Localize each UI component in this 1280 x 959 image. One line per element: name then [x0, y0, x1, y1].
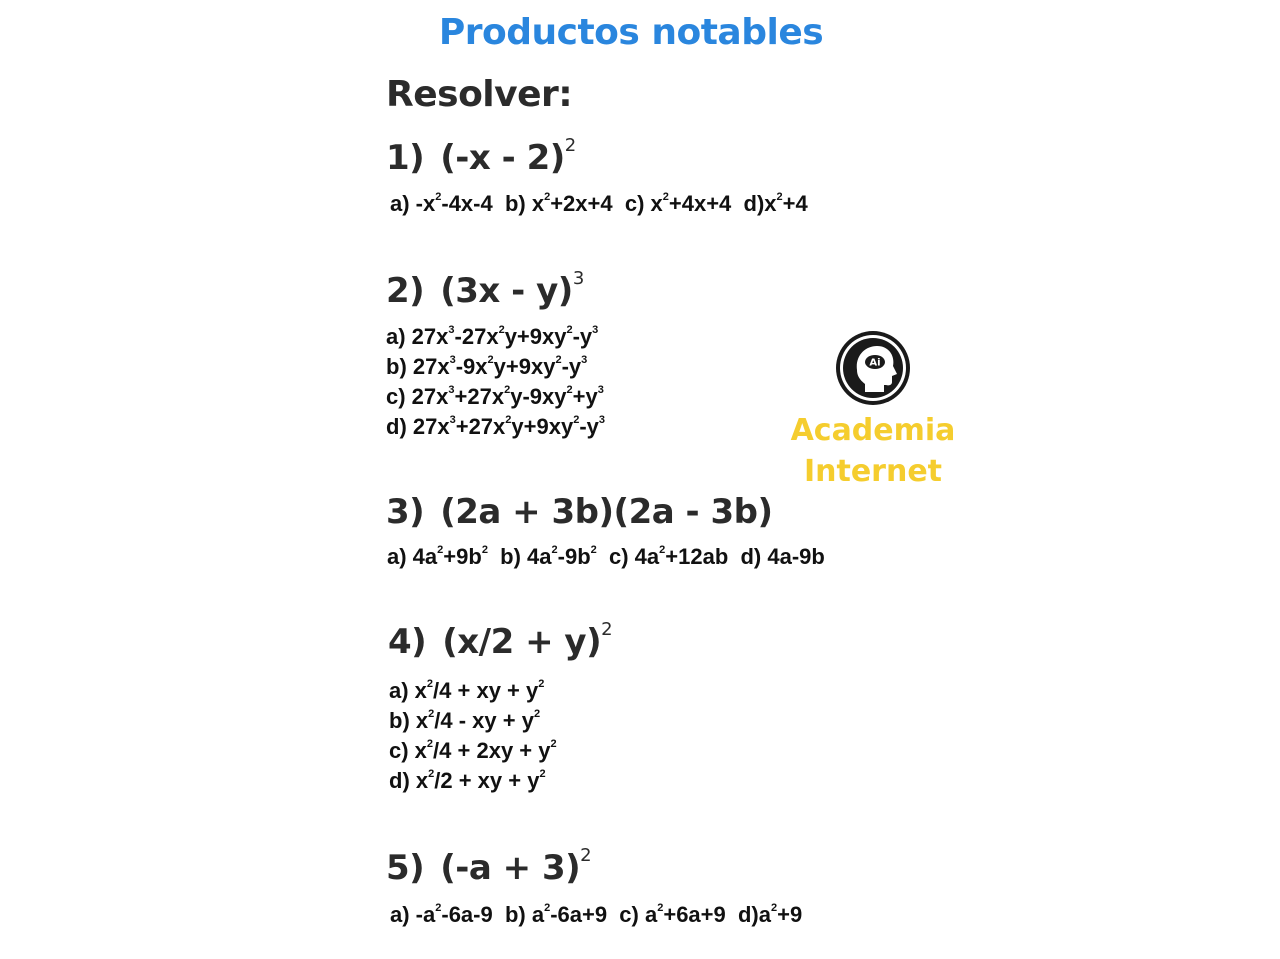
option-exponent: 2	[435, 901, 442, 914]
problem-exponent: 2	[580, 844, 592, 866]
problem-number: 5)	[386, 848, 425, 888]
logo-text	[790, 410, 956, 492]
option-exponent: 2	[590, 543, 597, 556]
option-text: a) x	[389, 678, 427, 703]
option-line	[387, 542, 825, 572]
option-text: +y	[572, 384, 598, 409]
option-exponent: 2	[662, 190, 669, 203]
option-exponent: 2	[487, 353, 494, 366]
option-line	[390, 189, 808, 219]
problem-expression: (-a + 3)	[440, 848, 581, 888]
problem-number: 1)	[386, 138, 425, 178]
page-title: Productos notables	[438, 12, 824, 53]
problem-expression: (-x - 2)	[440, 138, 565, 178]
option-line	[386, 352, 605, 382]
option-exponent: 3	[597, 383, 604, 396]
option-text: +6a+9 d)a	[663, 902, 771, 927]
option-text: y+9xy	[504, 324, 567, 349]
option-text: -y	[572, 324, 593, 349]
problem-exponent: 3	[572, 267, 584, 289]
problem-exponent: 2	[564, 134, 576, 156]
option-exponent: 2	[539, 767, 546, 780]
option-text: c) 4a	[596, 544, 660, 569]
option-text: -9x	[455, 354, 488, 379]
academia-internet-logo	[790, 330, 956, 490]
option-exponent: 2	[550, 737, 557, 750]
option-exponent: 2	[481, 543, 488, 556]
option-text: +9b	[443, 544, 482, 569]
option-text: a) 27x	[386, 324, 449, 349]
option-exponent: 2	[533, 707, 541, 720]
option-exponent: 2	[428, 767, 435, 780]
option-line	[386, 382, 605, 412]
option-text: a) 4a	[387, 544, 438, 569]
problem-expression: (x/2 + y)	[442, 622, 602, 662]
problem-number: 3)	[386, 492, 425, 532]
option-exponent: 2	[770, 901, 778, 914]
option-text: -27x	[454, 324, 499, 349]
option-line	[390, 900, 802, 930]
option-exponent: 2	[505, 413, 512, 426]
option-exponent: 2	[657, 901, 664, 914]
option-exponent: 2	[566, 383, 573, 396]
option-text: /4 - xy + y	[434, 708, 534, 733]
option-text: b) 27x	[386, 354, 450, 379]
option-exponent: 3	[448, 383, 455, 396]
option-line	[389, 766, 557, 796]
option-text: c) 27x	[386, 384, 449, 409]
problem-5-options	[390, 900, 802, 930]
option-exponent: 2	[426, 737, 434, 750]
option-exponent: 3	[449, 413, 456, 426]
option-exponent: 2	[566, 323, 573, 336]
option-text: +27x	[455, 414, 506, 439]
option-text: -6a+9 c) a	[550, 902, 658, 927]
option-text: /4 + xy + y	[433, 678, 539, 703]
option-text: y-9xy	[510, 384, 567, 409]
problem-1	[386, 134, 576, 178]
option-line	[386, 412, 605, 442]
logo-icon-text: Ai	[869, 357, 881, 369]
option-text: -9b	[557, 544, 591, 569]
option-exponent: 2	[504, 383, 511, 396]
option-exponent: 2	[544, 190, 551, 203]
option-text: +4x+4 d)x	[668, 191, 777, 216]
option-text: +2x+4 c) x	[550, 191, 663, 216]
option-text: +12ab d) 4a-9b	[665, 544, 825, 569]
option-line	[389, 676, 557, 706]
option-text: a) -a	[390, 902, 436, 927]
option-text: -4x-4 b) x	[441, 191, 545, 216]
option-text: c) x	[389, 738, 427, 763]
problem-number: 4)	[388, 622, 427, 662]
option-text: -y	[561, 354, 582, 379]
option-exponent: 2	[428, 707, 435, 720]
option-line	[389, 736, 557, 766]
problem-1-options	[390, 189, 808, 219]
option-exponent: 3	[449, 353, 456, 366]
option-text: y+9xy	[511, 414, 574, 439]
option-text: b) 4a	[487, 544, 552, 569]
option-text: /4 + 2xy + y	[433, 738, 551, 763]
option-line	[386, 322, 605, 352]
option-exponent: 2	[435, 190, 442, 203]
problem-4	[388, 618, 613, 662]
problem-2-options	[386, 322, 605, 442]
option-text: d) x	[389, 768, 429, 793]
option-exponent: 2	[437, 543, 444, 556]
option-exponent: 2	[776, 190, 783, 203]
option-exponent: 2	[544, 901, 551, 914]
logo-line-2: Internet	[803, 454, 943, 489]
problem-2	[386, 267, 584, 311]
option-exponent: 2	[498, 323, 505, 336]
problem-expression: (2a + 3b)(2a - 3b)	[440, 492, 773, 532]
problem-3	[386, 492, 773, 532]
problem-5	[386, 844, 592, 888]
option-text: b) x	[389, 708, 429, 733]
option-exponent: 3	[598, 413, 606, 426]
option-line	[389, 706, 557, 736]
option-text: d) 27x	[386, 414, 450, 439]
problem-number: 2)	[386, 271, 425, 311]
problem-3-options	[387, 542, 825, 572]
option-exponent: 3	[592, 323, 599, 336]
option-text: -y	[579, 414, 599, 439]
option-exponent: 2	[426, 677, 434, 690]
option-exponent: 3	[448, 323, 455, 336]
option-exponent: 2	[573, 413, 580, 426]
option-exponent: 2	[551, 543, 558, 556]
option-text: +9	[777, 902, 803, 927]
problem-4-options	[389, 676, 557, 796]
option-exponent: 2	[659, 543, 666, 556]
option-text: +27x	[454, 384, 505, 409]
option-text: /2 + xy + y	[434, 768, 540, 793]
option-text: y+9xy	[493, 354, 556, 379]
instruction-heading: Resolver:	[386, 74, 573, 115]
option-exponent: 3	[581, 353, 588, 366]
option-text: +4	[782, 191, 808, 216]
option-text: -6a-9 b) a	[441, 902, 545, 927]
head-brain-icon	[835, 330, 911, 406]
logo-line-1: Academia	[790, 413, 956, 448]
problem-expression: (3x - y)	[440, 271, 573, 311]
option-text: a) -x	[390, 191, 436, 216]
option-exponent: 2	[538, 677, 545, 690]
problem-exponent: 2	[601, 618, 613, 640]
option-exponent: 2	[555, 353, 562, 366]
